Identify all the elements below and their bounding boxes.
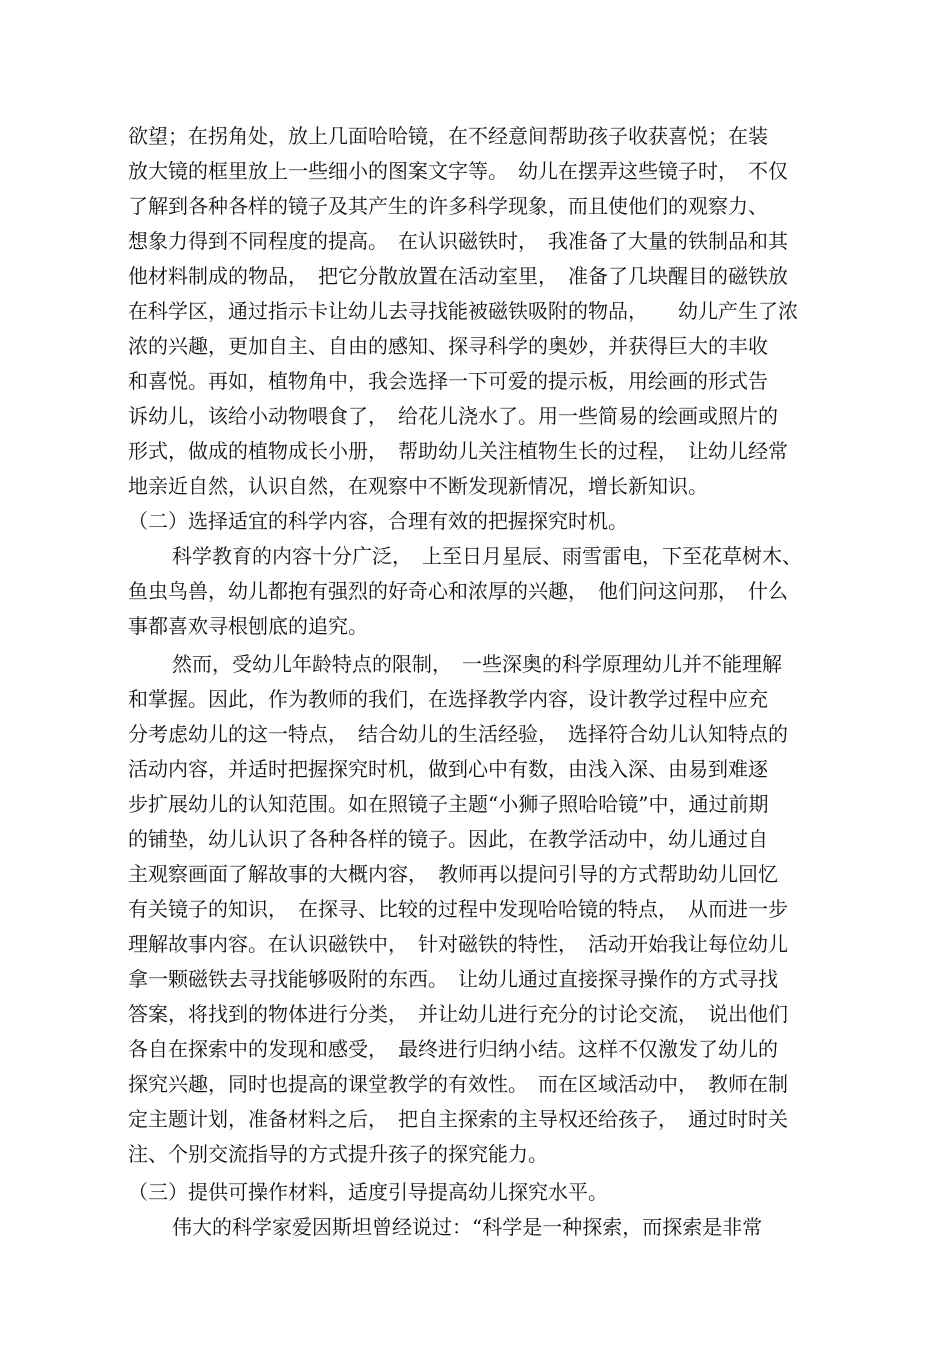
paragraph-start-line: 伟大的科学家爱因斯坦曾经说过：“科学是一种探索，而探索是非常 bbox=[172, 1215, 763, 1239]
text-line: 的铺垫，幼儿认识了各种各样的镜子。因此，在教学活动中，幼儿通过自 bbox=[128, 827, 768, 851]
text-line: 想象力得到不同程度的提高。 在认识磁铁时， 我准备了大量的铁制品和其 bbox=[128, 229, 788, 253]
text-line: 欲望；在拐角处，放上几面哈哈镜，在不经意间帮助孩子收获喜悦；在装 bbox=[128, 124, 768, 148]
text-line: 形式，做成的植物成长小册， 帮助幼儿关注植物生长的过程， 让幼儿经常 bbox=[128, 439, 788, 463]
section-heading-3: （三）提供可操作材料，适度引导提高幼儿探究水平。 bbox=[128, 1180, 608, 1204]
text-line: 分考虑幼儿的这一特点， 结合幼儿的生活经验， 选择符合幼儿认知特点的 bbox=[128, 722, 788, 746]
text-line: 了解到各种各样的镜子及其产生的许多科学现象，而且使他们的观察力、 bbox=[128, 194, 768, 218]
paragraph-start-line: 然而，受幼儿年龄特点的限制， 一些深奥的科学原理幼儿并不能理解 bbox=[172, 652, 782, 676]
text-line: 主观察画面了解故事的大概内容， 教师再以提问引导的方式帮助幼儿回忆 bbox=[128, 862, 778, 886]
section-heading-2: （二）选择适宜的科学内容，合理有效的把握探究时机。 bbox=[128, 509, 628, 533]
text-line: 探究兴趣，同时也提高的课堂教学的有效性。 而在区域活动中， 教师在制 bbox=[128, 1072, 788, 1096]
text-line: 和掌握。因此，作为教师的我们，在选择教学内容，设计教学过程中应充 bbox=[128, 687, 768, 711]
text-line: 和喜悦。再如，植物角中，我会选择一下可爱的提示板，用绘画的形式告 bbox=[128, 369, 768, 393]
text-line: 理解故事内容。在认识磁铁中， 针对磁铁的特性， 活动开始我让每位幼儿 bbox=[128, 932, 788, 956]
text-line: 各自在探索中的发现和感受， 最终进行归纳小结。这样不仅激发了幼儿的 bbox=[128, 1037, 778, 1061]
text-line: 事都喜欢寻根刨底的追究。 bbox=[128, 614, 368, 638]
text-line: 诉幼儿，该给小动物喂食了， 给花儿浇水了。用一些简易的绘画或照片的 bbox=[128, 404, 778, 428]
text-line: 定主题计划，准备材料之后， 把自主探索的主导权还给孩子， 通过时时关 bbox=[128, 1107, 788, 1131]
text-line: 拿一颗磁铁去寻找能够吸附的东西。 让幼儿通过直接探寻操作的方式寻找 bbox=[128, 967, 778, 991]
paragraph-start-line: 科学教育的内容十分广泛， 上至日月星辰、雨雪雷电，下至花草树木、 bbox=[172, 544, 802, 568]
text-line: 地亲近自然，认识自然，在观察中不断发现新情况，增长新知识。 bbox=[128, 474, 708, 498]
text-line: 注、个别交流指导的方式提升孩子的探究能力。 bbox=[128, 1142, 548, 1166]
text-line: 答案，将找到的物体进行分类， 并让幼儿进行充分的讨论交流， 说出他们 bbox=[128, 1002, 788, 1026]
text-line: 在科学区，通过指示卡让幼儿去寻找能被磁铁吸附的物品， 幼儿产生了浓 bbox=[128, 299, 798, 323]
text-line: 有关镜子的知识， 在探寻、比较的过程中发现哈哈镜的特点， 从而进一步 bbox=[128, 897, 788, 921]
text-line: 浓的兴趣，更加自主、自由的感知、探寻科学的奥妙，并获得巨大的丰收 bbox=[128, 334, 768, 358]
text-line: 活动内容，并适时把握探究时机，做到心中有数，由浅入深、由易到难逐 bbox=[128, 757, 768, 781]
text-line: 放大镜的框里放上一些细小的图案文字等。 幼儿在摆弄这些镜子时， 不仅 bbox=[128, 159, 788, 183]
text-line: 步扩展幼儿的认知范围。如在照镜子主题“小狮子照哈哈镜”中，通过前期 bbox=[128, 792, 769, 816]
text-line: 他材料制成的物品， 把它分散放置在活动室里， 准备了几块醒目的磁铁放 bbox=[128, 264, 788, 288]
text-line: 鱼虫鸟兽，幼儿都抱有强烈的好奇心和浓厚的兴趣， 他们问这问那， 什么 bbox=[128, 579, 788, 603]
